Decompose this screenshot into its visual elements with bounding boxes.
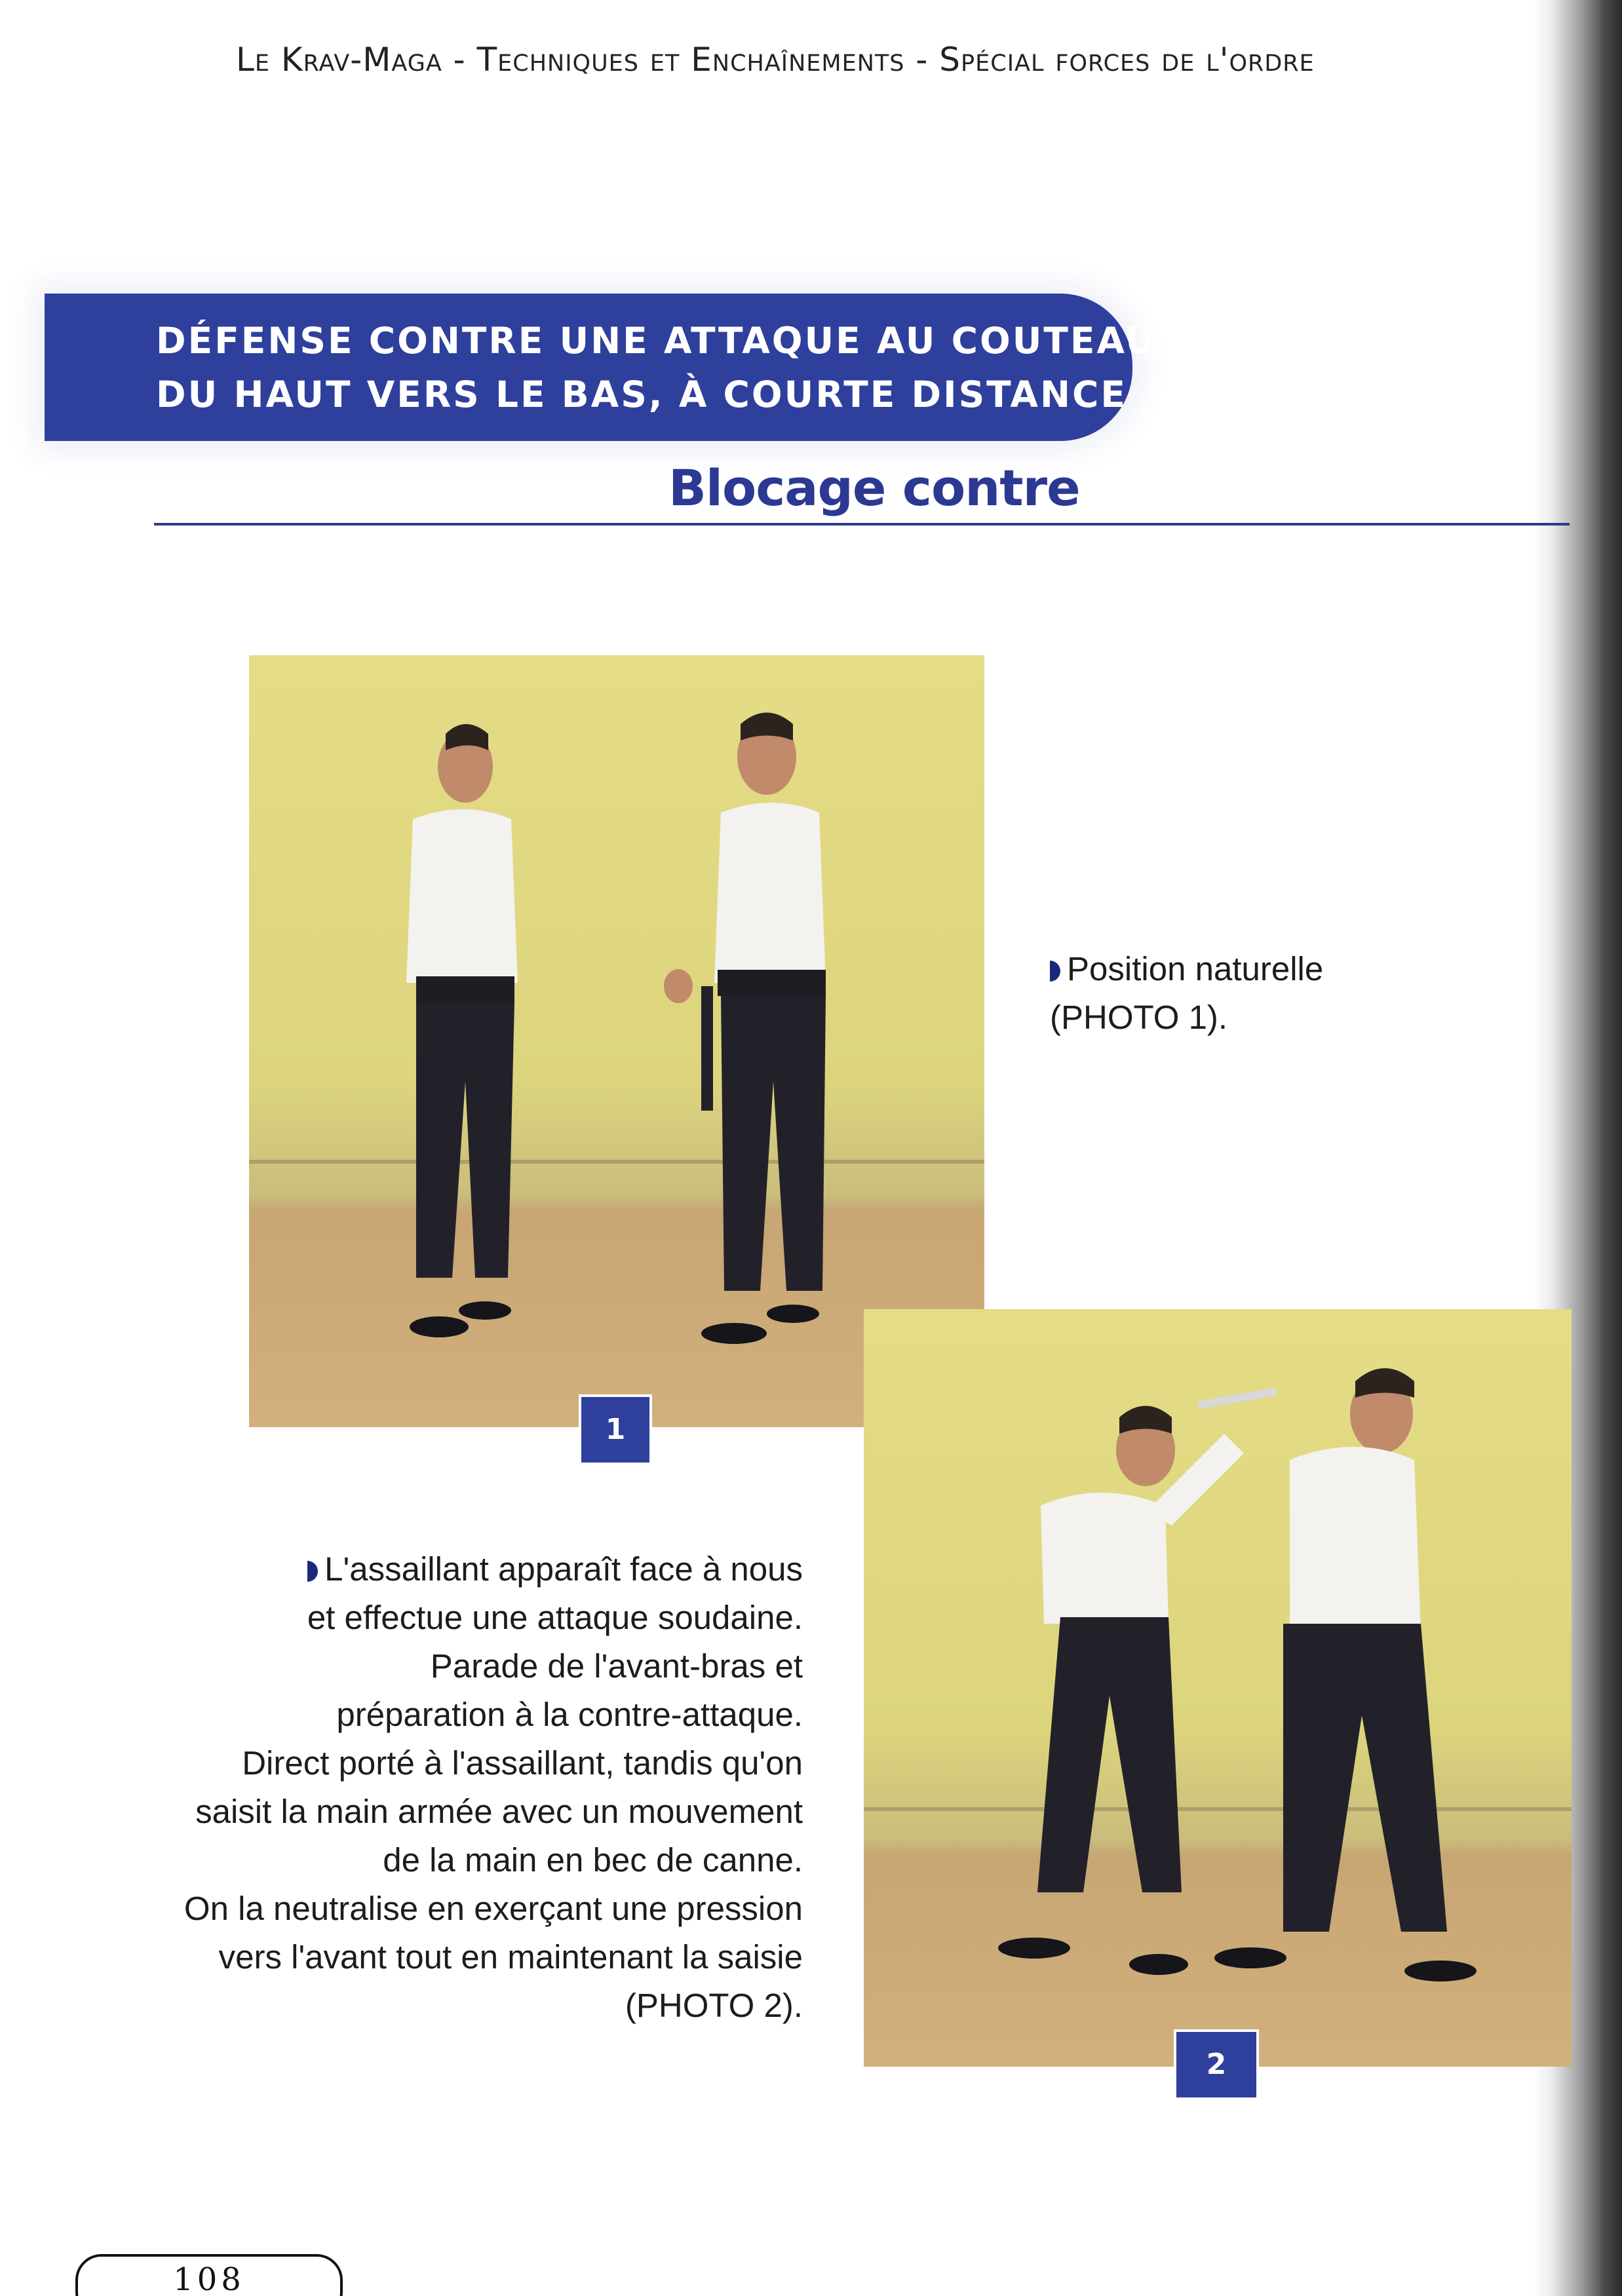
caption-photo-1-line-2: (PHOTO 1). [1050,999,1228,1036]
section-title-banner [45,294,1172,441]
caption-photo-2-line-7: de la main en bec de canne. [383,1841,803,1879]
bullet-icon [1050,961,1060,982]
section-title-line-2: DU HAUT VERS LE BAS, À COURTE DISTANCE [156,373,1127,415]
photo-2-illustration [864,1309,1572,2067]
running-header: Le Krav-Maga - Techniques et Enchaînements - Spécial forces de l'ordre [236,41,1315,79]
photo-2-badge: 2 [1174,2029,1259,2100]
caption-photo-2-line-5: Direct porté à l'assaillant, tandis qu'on [242,1744,803,1782]
caption-photo-1-text-1: Position naturelle [1067,950,1324,987]
caption-photo-2-line-2: et effectue une attaque soudaine. [307,1599,803,1636]
caption-photo-2-line-3: Parade de l'avant-bras et [430,1647,803,1685]
caption-photo-2-line-8: On la neutralise en exerçant une pression [183,1890,803,1927]
caption-photo-1 [1050,945,1417,1042]
section-subtitle: Blocage contre [668,459,1080,517]
caption-photo-2 [157,1545,803,2030]
photo-2 [864,1309,1572,2067]
caption-photo-2-line-9: vers l'avant tout en maintenant la saisie [218,1938,803,1976]
photo-1-badge: 1 [579,1394,652,1465]
caption-photo-2-line-6: saisit la main armée avec un mouvement [195,1793,803,1830]
page-number: 108 [75,2254,343,2296]
caption-photo-1-line-1 [1050,945,1417,993]
title-rule [154,523,1570,526]
section-title-line-1: DÉFENSE CONTRE UNE ATTAQUE AU COUTEAU, [156,320,1172,362]
caption-photo-2-text-1: L'assaillant apparaît face à nous [324,1550,803,1588]
caption-photo-2-line-1 [157,1545,803,1594]
bullet-icon [307,1561,318,1582]
caption-photo-2-line-4: préparation à la contre-attaque. [336,1696,803,1733]
caption-photo-2-line-10: (PHOTO 2). [625,1987,803,2024]
